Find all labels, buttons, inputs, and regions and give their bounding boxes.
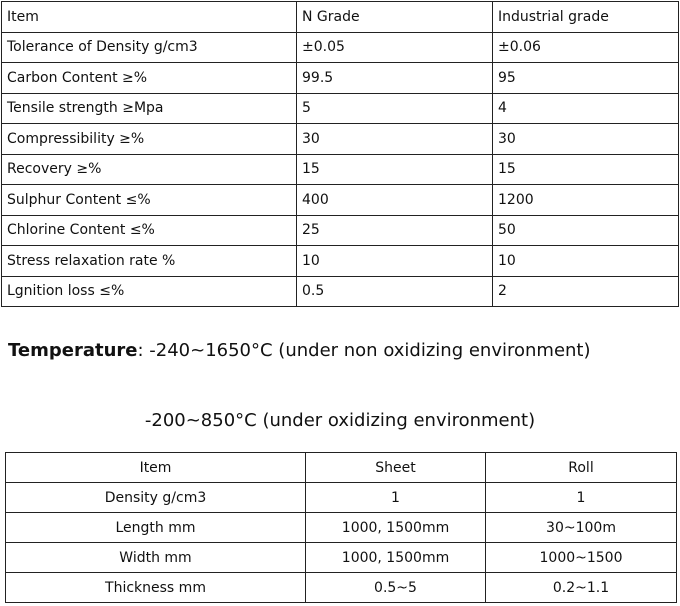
table-cell: 400	[297, 185, 493, 216]
table-cell: 15	[297, 154, 493, 185]
table-row	[2, 276, 679, 307]
header-cell: Item	[2, 2, 297, 33]
table-cell: Carbon Content ≥%	[2, 63, 297, 94]
table-cell: 95	[493, 63, 679, 94]
table-header-row	[2, 2, 679, 33]
table-cell: 1200	[493, 185, 679, 216]
grades-table	[1, 1, 679, 307]
table-cell: 0.2~1.1	[486, 573, 677, 603]
table-row	[2, 93, 679, 124]
table-row	[2, 63, 679, 94]
table-cell: 0.5	[297, 276, 493, 307]
header-cell: Sheet	[306, 453, 486, 483]
temperature-label: Temperature	[8, 340, 138, 361]
temperature-range: : -240~1650°C (under non oxidizing environment)	[137, 340, 591, 361]
table-row	[6, 483, 677, 513]
table-cell: 1000, 1500mm	[306, 543, 486, 573]
table-cell: Density g/cm3	[6, 483, 306, 513]
table-cell: 15	[493, 154, 679, 185]
table-cell: 25	[297, 215, 493, 246]
table-cell: Tensile strength ≥Mpa	[2, 93, 297, 124]
header-cell: Roll	[486, 453, 677, 483]
table-cell: 30	[297, 124, 493, 155]
table-row	[2, 32, 679, 63]
table-cell: Length mm	[6, 513, 306, 543]
table-cell: Recovery ≥%	[2, 154, 297, 185]
table-cell: Chlorine Content ≤%	[2, 215, 297, 246]
dimensions-table	[5, 452, 677, 603]
header-cell: N Grade	[297, 2, 493, 33]
table-cell: Sulphur Content ≤%	[2, 185, 297, 216]
table-row	[6, 573, 677, 603]
oxidizing-temperature-line: -200~850°C (under oxidizing environment)	[144, 410, 536, 431]
table-cell: 1000, 1500mm	[306, 513, 486, 543]
table-cell: Lgnition loss ≤%	[2, 276, 297, 307]
table-cell: 0.5~5	[306, 573, 486, 603]
table-cell: 10	[297, 246, 493, 277]
table-row	[2, 185, 679, 216]
table-row	[2, 124, 679, 155]
table-row	[2, 154, 679, 185]
header-cell: Item	[6, 453, 306, 483]
table-row	[6, 543, 677, 573]
table-cell: 1	[486, 483, 677, 513]
table-cell: Thickness mm	[6, 573, 306, 603]
table-row	[2, 246, 679, 277]
table-cell: Compressibility ≥%	[2, 124, 297, 155]
header-cell: Industrial grade	[493, 2, 679, 33]
table-row	[6, 513, 677, 543]
table-cell: 5	[297, 93, 493, 124]
table-cell: ±0.05	[297, 32, 493, 63]
table-cell: 2	[493, 276, 679, 307]
table-cell: 4	[493, 93, 679, 124]
table-row	[2, 215, 679, 246]
table-cell: 1	[306, 483, 486, 513]
table-cell: 1000~1500	[486, 543, 677, 573]
table-cell: 99.5	[297, 63, 493, 94]
table-cell: Width mm	[6, 543, 306, 573]
temperature-line	[8, 340, 591, 361]
table-cell: 30	[493, 124, 679, 155]
table-cell: 30~100m	[486, 513, 677, 543]
table-cell: Tolerance of Density g/cm3	[2, 32, 297, 63]
table-cell: 50	[493, 215, 679, 246]
table-cell: Stress relaxation rate %	[2, 246, 297, 277]
table-cell: 10	[493, 246, 679, 277]
table-cell: ±0.06	[493, 32, 679, 63]
table-header-row	[6, 453, 677, 483]
